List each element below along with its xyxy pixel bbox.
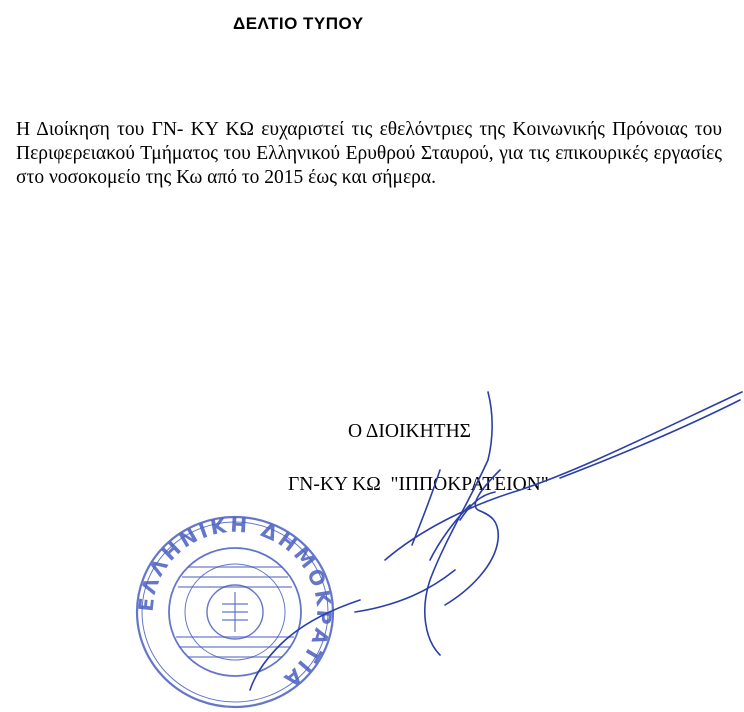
signatory-role: Ο ΔΙΟΙΚΗΤΗΣ — [348, 421, 471, 442]
official-stamp — [130, 512, 340, 712]
stamp-ring-text: ΕΛΛΗΝΙΚΗ ΔΗΜΟΚΡΑΤΙΑ — [133, 512, 337, 694]
page-title: ΔΕΛΤΙΟ ΤΥΠΟΥ — [233, 14, 364, 33]
signatory-organization: ΓΝ-ΚΥ ΚΩ "ΙΠΠΟΚΡΑΤΕΙΟΝ" — [288, 474, 549, 495]
press-release-body: Η Διοίκηση του ΓΝ- ΚΥ ΚΩ ευχαριστεί τις εθελόντριες της Κοινωνικής Πρόνοιας του Περιφερειακού Τμήματος του Ελληνικού Ερυθρού Σταυρού, για τις επικουρικές εργασίες στο νοσοκομείο της Κω από το 2015 έως και σήμερα. — [16, 119, 722, 188]
